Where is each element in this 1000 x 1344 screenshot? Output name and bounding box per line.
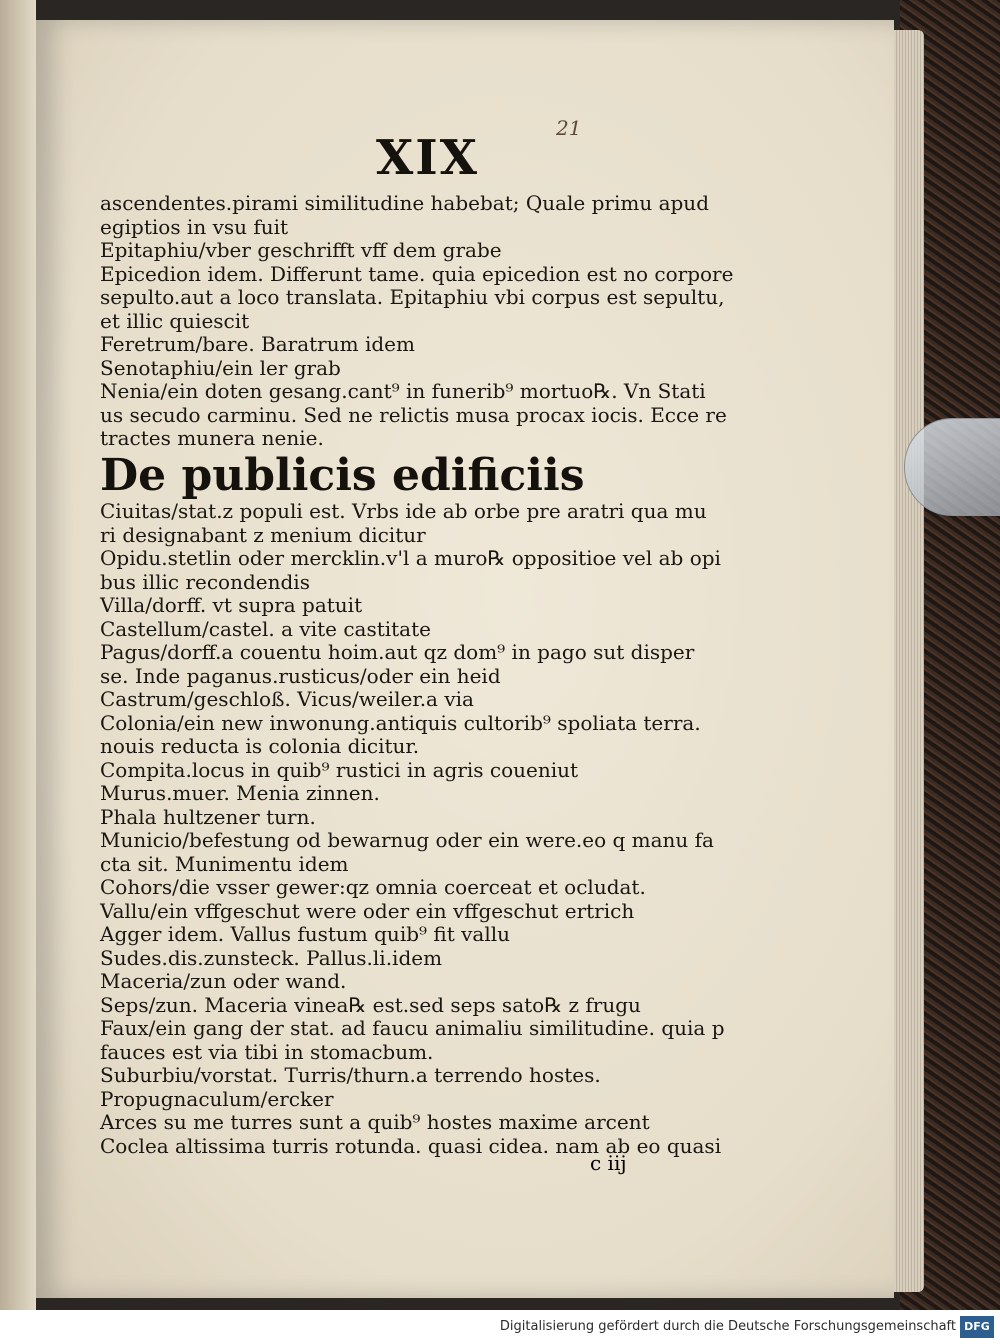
footer-bar <box>0 1310 1000 1344</box>
text-line: sepulto.aut a loco translata. Epitaphiu vbi corpus est sepultu, <box>100 285 725 309</box>
text-line: Senotaphiu/ein ler grab <box>100 355 341 380</box>
handwritten-page-number: 21 <box>556 116 582 140</box>
text-line: Opidu.stetlin oder mercklin.v'l a muro℞ oppositioe vel ab opi <box>100 546 721 570</box>
text-line: Castrum/geschloß. Vicus/weiler.a via <box>100 687 474 711</box>
text-line: Propugnaculum/ercker <box>100 1086 334 1111</box>
text-line: Municio/befestung od bewarnug oder ein were.eo q manu fa <box>100 828 714 852</box>
text-line: Maceria/zun oder wand. <box>100 969 347 993</box>
text-line: Epicedion idem. Differunt tame. quia epicedion est no corpore <box>100 261 734 286</box>
text-line: ri designabant z menium dicitur <box>100 522 426 547</box>
text-line: et illic quiescit <box>100 308 250 333</box>
text-line: bus illic recondendis <box>100 569 310 594</box>
text-line: Epitaphiu/vber geschrifft vff dem grabe <box>100 238 502 262</box>
text-line: nouis reducta is colonia dicitur. <box>100 734 420 758</box>
page-clip <box>904 418 1000 516</box>
text-line: Ciuitas/stat.z populi est. Vrbs ide ab orbe pre aratri qua mu <box>100 499 707 523</box>
text-line: Nenia/ein doten gesang.cant⁹ in funerib⁹ mortuo℞. Vn Stati <box>100 379 706 403</box>
text-line: egiptios in vsu fuit <box>100 214 289 239</box>
text-line: Faux/ein gang der stat. ad faucu animaliu similitudine. quia p <box>100 1016 725 1040</box>
text-line: cta sit. Munimentu idem <box>100 851 349 876</box>
text-line: Suburbiu/vorstat. Turris/thurn.a terrendo hostes. <box>100 1063 601 1087</box>
text-line: Castellum/castel. a vite castitate <box>100 616 431 641</box>
text-line: Agger idem. Vallus fustum quib⁹ fit vallu <box>100 922 511 946</box>
text-line: Vallu/ein vffgeschut were oder ein vffgeschut ertrich <box>100 898 635 923</box>
text-line: Murus.muer. Menia zinnen. <box>100 781 380 805</box>
text-line: Cohors/die vsser gewer:qz omnia coerceat et ocludat. <box>100 875 646 899</box>
text-line: Compita.locus in quib⁹ rustici in agris coueniut <box>100 757 579 782</box>
funding-notice: Digitalisierung gefördert durch die Deutsche Forschungsgemeinschaft <box>499 1319 956 1334</box>
text-line: us secudo carminu. Sed ne relictis musa procax iocis. Ecce re <box>100 402 727 427</box>
text-line: se. Inde paganus.rusticus/oder ein heid <box>100 663 501 688</box>
section-heading: De publicis edificiis <box>100 450 585 501</box>
text-line: Sudes.dis.zunsteck. Pallus.li.idem <box>100 945 443 970</box>
dfg-logo: DFG <box>960 1316 994 1338</box>
text-line: Feretrum/bare. Baratrum idem <box>100 332 415 356</box>
text-line: Pagus/dorff.a couentu hoim.aut qz dom⁹ in pago sut disper <box>100 640 695 664</box>
text-line: Colonia/ein new inwonung.antiquis cultorib⁹ spoliata terra. <box>100 710 701 735</box>
text-line: Coclea altissima turris rotunda. quasi cidea. nam ab eo quasi <box>100 1133 722 1158</box>
facing-page-edge <box>0 0 36 1310</box>
text-line: Seps/zun. Maceria vinea℞ est.sed seps sato℞ z frugu <box>100 992 641 1017</box>
text-line: tractes munera nenie. <box>100 426 324 450</box>
text-line: Arces su me turres sunt a quib⁹ hostes maxime arcent <box>100 1110 650 1134</box>
folio-number: XIX <box>376 130 479 186</box>
text-line: Phala hultzener turn. <box>100 804 316 829</box>
text-line: ascendentes.pirami similitudine habebat; Quale primu apud <box>100 191 709 215</box>
signature-mark: c iij <box>590 1151 627 1175</box>
text-line: Villa/dorff. vt supra patuit <box>100 593 363 617</box>
text-line: fauces est via tibi in stomacbum. <box>100 1039 434 1064</box>
